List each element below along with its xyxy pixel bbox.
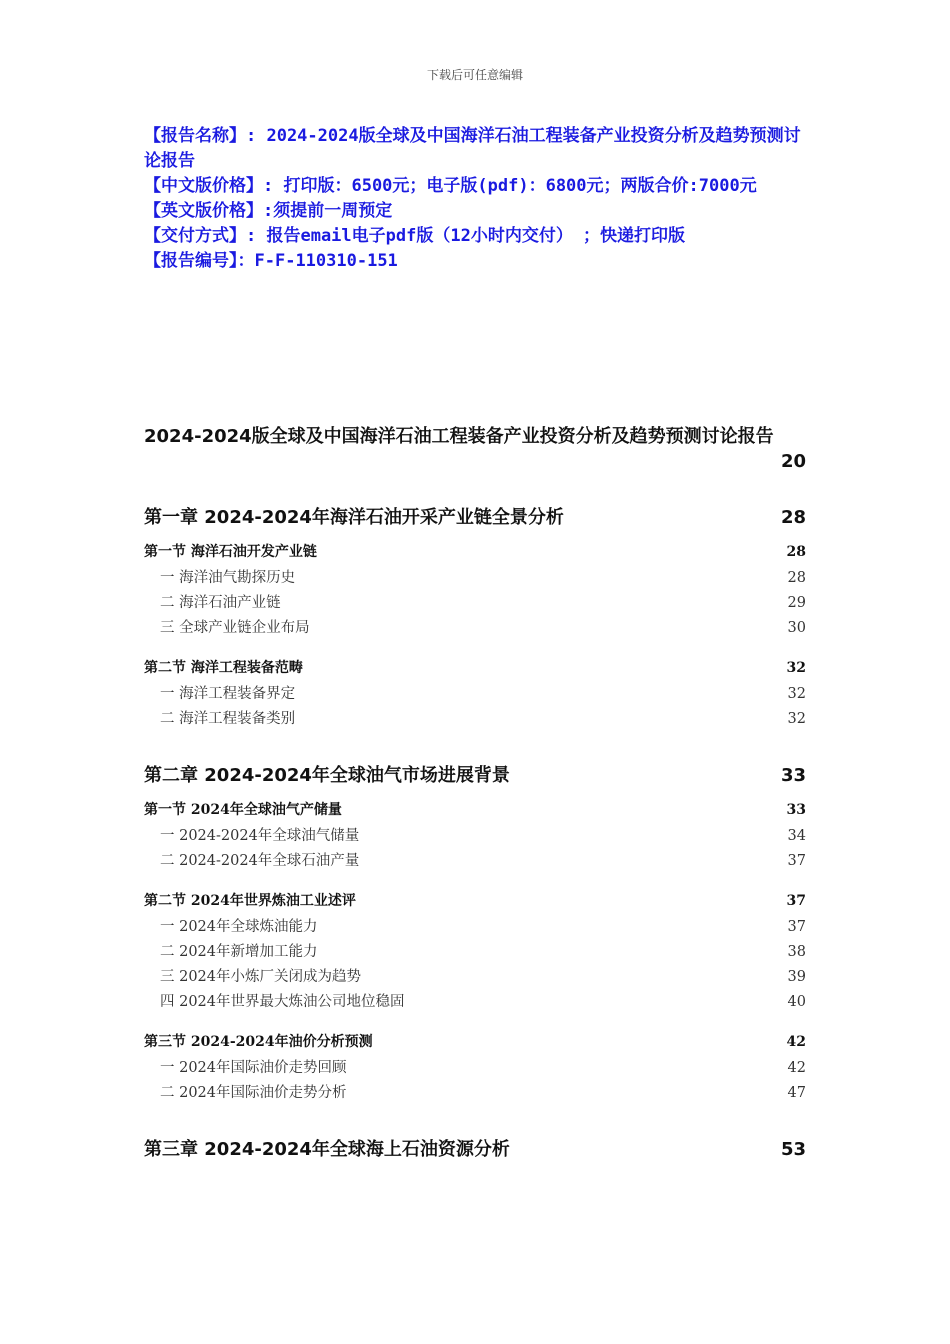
item-page: 32 bbox=[787, 711, 806, 727]
toc-item[interactable] bbox=[144, 849, 806, 874]
item-page: 32 bbox=[787, 686, 806, 702]
chapter-page: 33 bbox=[780, 765, 806, 786]
section-title: 第二节 2024年世界炼油工业述评 bbox=[144, 893, 356, 909]
report-number-line: 【报告编号】：F-F-110310-151 bbox=[144, 251, 398, 271]
item-title: 一 海洋工程装备界定 bbox=[160, 686, 296, 702]
item-title: 二 2024-2024年全球石油产量 bbox=[160, 853, 360, 869]
item-title: 二 2024年国际油价走势分析 bbox=[160, 1085, 347, 1101]
item-page: 30 bbox=[787, 620, 806, 636]
item-title: 一 海洋油气勘探历史 bbox=[160, 570, 296, 586]
section-page: 28 bbox=[786, 544, 806, 560]
toc-item[interactable] bbox=[144, 682, 806, 707]
chapter-title: 第一章 2024-2024年海洋石油开采产业链全景分析 bbox=[144, 507, 564, 528]
chapter-title: 第二章 2024-2024年全球油气市场进展背景 bbox=[144, 765, 510, 786]
section-title: 第三节 2024-2024年油价分析预测 bbox=[144, 1034, 373, 1050]
item-page: 47 bbox=[787, 1085, 806, 1101]
toc-section[interactable] bbox=[144, 890, 806, 915]
section-title: 第二节 海洋工程装备范畴 bbox=[144, 660, 303, 676]
toc-section[interactable] bbox=[144, 541, 806, 566]
section-title: 第一节 海洋石油开发产业链 bbox=[144, 544, 317, 560]
en-price-line: 【英文版价格】:须提前一周预定 bbox=[144, 201, 393, 221]
chapter-page: 28 bbox=[780, 507, 806, 528]
section-page: 32 bbox=[786, 660, 806, 676]
toc-item[interactable] bbox=[144, 566, 806, 591]
item-page: 38 bbox=[787, 944, 806, 960]
toc-title[interactable] bbox=[144, 424, 806, 474]
toc-item[interactable] bbox=[144, 1081, 806, 1106]
section-title: 第一节 2024年全球油气产储量 bbox=[144, 802, 342, 818]
toc-item[interactable] bbox=[144, 915, 806, 940]
item-page: 42 bbox=[787, 1060, 806, 1076]
chapter-title: 第三章 2024-2024年全球海上石油资源分析 bbox=[144, 1139, 510, 1160]
item-page: 28 bbox=[787, 570, 806, 586]
item-title: 一 2024年全球炼油能力 bbox=[160, 919, 318, 935]
toc-title-page: 20 bbox=[780, 451, 806, 472]
item-title: 一 2024-2024年全球油气储量 bbox=[160, 828, 360, 844]
toc-item[interactable] bbox=[144, 965, 806, 990]
report-name-line: 【报告名称】: 2024-2024版全球及中国海洋石油工程装备产业投资分析及趋势预测讨论报告 bbox=[144, 126, 801, 171]
toc-item[interactable] bbox=[144, 707, 806, 732]
toc-item[interactable] bbox=[144, 824, 806, 849]
section-page: 37 bbox=[786, 893, 806, 909]
toc-chapter[interactable] bbox=[144, 761, 806, 789]
item-page: 29 bbox=[787, 595, 806, 611]
item-page: 40 bbox=[787, 994, 806, 1010]
toc-item[interactable] bbox=[144, 591, 806, 616]
toc-item[interactable] bbox=[144, 990, 806, 1015]
toc-item[interactable] bbox=[144, 1056, 806, 1081]
toc-item[interactable] bbox=[144, 616, 806, 641]
item-title: 二 海洋工程装备类别 bbox=[160, 711, 296, 727]
table-of-contents bbox=[144, 424, 806, 1163]
toc-section[interactable] bbox=[144, 799, 806, 824]
item-title: 一 2024年国际油价走势回顾 bbox=[160, 1060, 347, 1076]
report-info bbox=[144, 124, 804, 274]
item-page: 37 bbox=[787, 919, 806, 935]
delivery-line: 【交付方式】: 报告email电子pdf版（12小时内交付） ；快递打印版 bbox=[144, 226, 686, 246]
toc-item[interactable] bbox=[144, 940, 806, 965]
header-note: 下载后可任意编辑 bbox=[426, 68, 523, 82]
item-title: 二 2024年新增加工能力 bbox=[160, 944, 318, 960]
toc-title-text: 2024-2024版全球及中国海洋石油工程装备产业投资分析及趋势预测讨论报告 bbox=[144, 426, 774, 447]
item-page: 39 bbox=[787, 969, 806, 985]
item-page: 34 bbox=[787, 828, 806, 844]
item-title: 三 2024年小炼厂关闭成为趋势 bbox=[160, 969, 362, 985]
section-page: 33 bbox=[786, 802, 806, 818]
chapter-page: 53 bbox=[780, 1139, 806, 1160]
toc-section[interactable] bbox=[144, 1031, 806, 1056]
toc-chapter[interactable] bbox=[144, 503, 806, 531]
item-title: 四 2024年世界最大炼油公司地位稳固 bbox=[160, 994, 405, 1010]
item-title: 三 全球产业链企业布局 bbox=[160, 620, 310, 636]
toc-chapter[interactable] bbox=[144, 1135, 806, 1163]
item-page: 37 bbox=[787, 853, 806, 869]
cn-price-line: 【中文版价格】: 打印版：6500元；电子版(pdf)：6800元；两版合价:7000元 bbox=[144, 176, 757, 196]
toc-section[interactable] bbox=[144, 657, 806, 682]
section-page: 42 bbox=[786, 1034, 806, 1050]
item-title: 二 海洋石油产业链 bbox=[160, 595, 281, 611]
